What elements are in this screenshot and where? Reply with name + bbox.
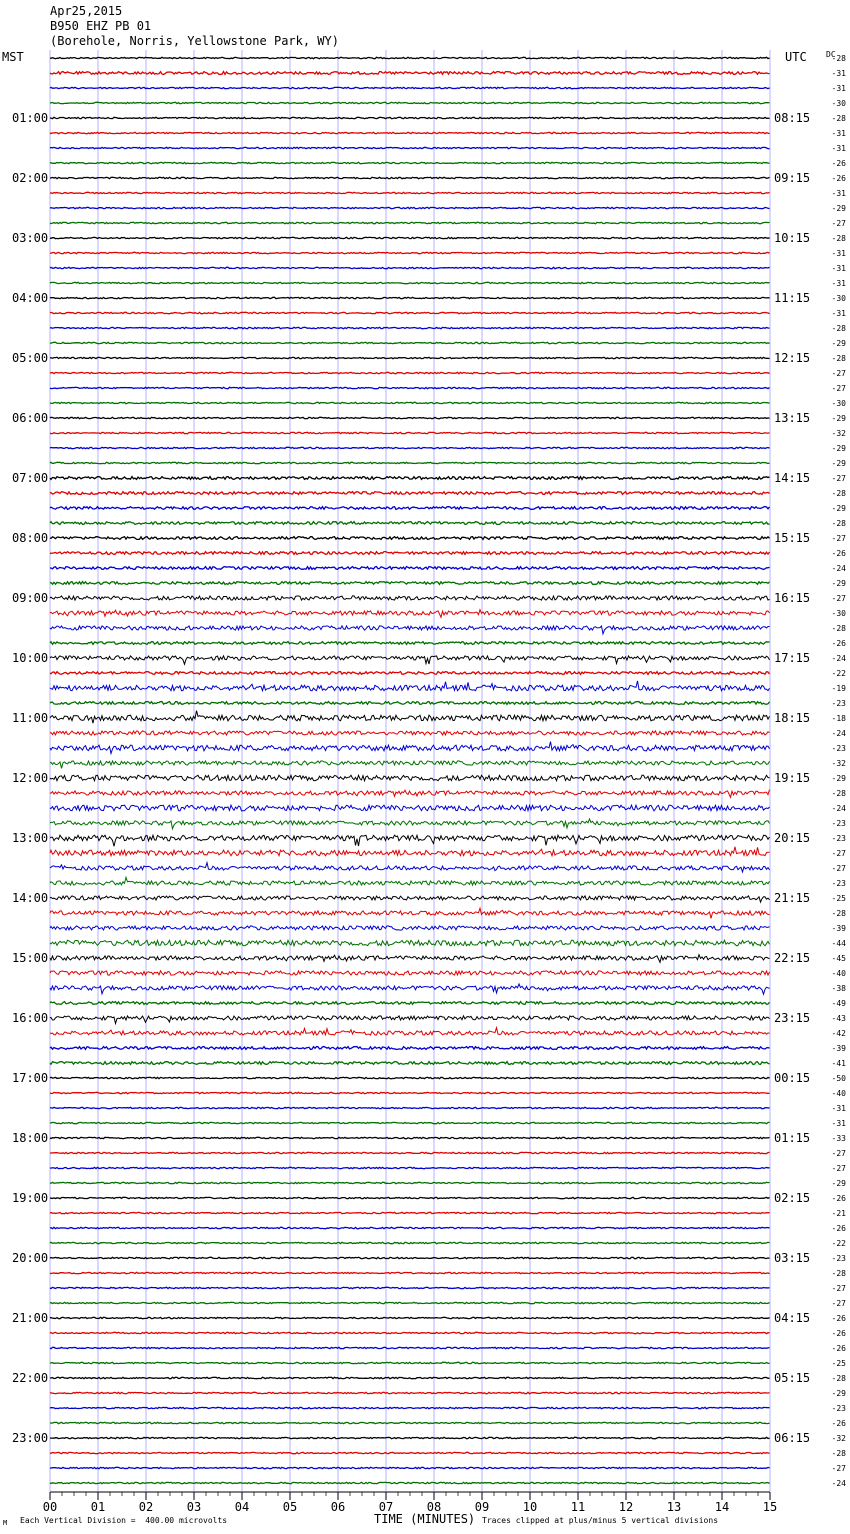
time-tick-label: 12 xyxy=(618,1500,634,1514)
time-axis xyxy=(43,1492,777,1514)
dc-offset-value: -27 xyxy=(831,1299,846,1308)
seismic-trace xyxy=(50,462,770,463)
seismic-trace xyxy=(50,761,770,769)
dc-offset-value: -29 xyxy=(831,459,846,468)
seismic-trace xyxy=(50,552,770,555)
time-tick-label: 04 xyxy=(234,1500,250,1514)
dc-offset-value: -29 xyxy=(831,339,846,348)
dc-offset-value: -28 xyxy=(831,1269,846,1278)
seismic-trace xyxy=(50,1407,770,1408)
seismic-trace xyxy=(50,372,770,373)
seismic-trace xyxy=(50,731,770,735)
station-date: Apr25,2015 xyxy=(50,4,123,18)
seismic-trace xyxy=(50,1002,770,1005)
seismic-trace xyxy=(50,57,770,58)
mst-hour-label: 01:00 xyxy=(12,111,49,125)
scale-note: Each Vertical Division = 400.00 microvolts xyxy=(20,1516,228,1525)
seismic-trace xyxy=(50,1272,770,1273)
seismic-trace xyxy=(50,312,770,313)
utc-hour-label: 18:15 xyxy=(774,711,811,725)
dc-offset-value: -27 xyxy=(831,864,846,873)
utc-hour-label: 17:15 xyxy=(774,651,811,665)
dc-offset-value: -32 xyxy=(831,759,846,768)
dc-offset-value: -49 xyxy=(831,999,846,1008)
seismic-trace xyxy=(50,1182,770,1183)
seismic-trace xyxy=(50,297,770,298)
dc-offset-value: -26 xyxy=(831,1329,846,1338)
seismic-trace xyxy=(50,1152,770,1153)
dc-offset-value: -30 xyxy=(831,99,846,108)
dc-offset-value: -28 xyxy=(831,519,846,528)
dc-offset-value: -45 xyxy=(831,954,846,963)
dc-offset-value: -39 xyxy=(831,924,846,933)
seismic-trace xyxy=(50,742,770,754)
dc-offset-value: -31 xyxy=(831,144,846,153)
dc-offset-value: -29 xyxy=(831,1179,846,1188)
mst-hour-label: 02:00 xyxy=(12,171,49,185)
dc-offset-value: -22 xyxy=(831,669,846,678)
utc-hour-label: 03:15 xyxy=(774,1251,811,1265)
seismic-trace xyxy=(50,132,770,133)
dc-offset-value: -27 xyxy=(831,1464,846,1473)
time-tick-label: 03 xyxy=(186,1500,202,1514)
seismic-trace xyxy=(50,402,770,403)
dc-offset-value: -27 xyxy=(831,219,846,228)
utc-hour-label: 08:15 xyxy=(774,111,811,125)
seismic-trace xyxy=(50,342,770,343)
seismic-trace xyxy=(50,847,770,856)
dc-offset-value: -22 xyxy=(831,1239,846,1248)
dc-offset-value: -24 xyxy=(831,564,846,573)
dc-offset-value: -38 xyxy=(831,984,846,993)
dc-offset-value: -42 xyxy=(831,1029,846,1038)
seismic-trace xyxy=(50,387,770,388)
utc-hour-label: 14:15 xyxy=(774,471,811,485)
seismic-trace xyxy=(50,252,770,253)
utc-hour-label: 13:15 xyxy=(774,411,811,425)
seismic-trace xyxy=(50,207,770,208)
mst-hour-label: 04:00 xyxy=(12,291,49,305)
mst-hour-label: 09:00 xyxy=(12,591,49,605)
dc-offset-value: -26 xyxy=(831,1419,846,1428)
dc-offset-value: -27 xyxy=(831,384,846,393)
dc-offset-value: -24 xyxy=(831,1479,846,1488)
mst-hour-label: 22:00 xyxy=(12,1371,49,1385)
dc-offset-value: -50 xyxy=(831,1074,846,1083)
seismic-trace xyxy=(50,1317,770,1318)
dc-offset-value: -23 xyxy=(831,744,846,753)
mst-hour-label: 21:00 xyxy=(12,1311,49,1325)
seismic-trace xyxy=(50,1092,770,1093)
dc-offset-value: -23 xyxy=(831,1404,846,1413)
dc-offset-value: -24 xyxy=(831,804,846,813)
dc-offset-value: -25 xyxy=(831,894,846,903)
seismic-trace xyxy=(50,1062,770,1065)
utc-hour-label: 00:15 xyxy=(774,1071,811,1085)
mst-hour-label: 11:00 xyxy=(12,711,49,725)
seismic-trace xyxy=(50,1332,770,1333)
utc-hour-label: 09:15 xyxy=(774,171,811,185)
seismic-trace xyxy=(50,1422,770,1423)
seismic-trace xyxy=(50,1302,770,1303)
seismic-trace xyxy=(50,1362,770,1363)
seismic-trace xyxy=(50,147,770,148)
mst-hour-label: 06:00 xyxy=(12,411,49,425)
dc-offset-value: -23 xyxy=(831,699,846,708)
dc-offset-value: -23 xyxy=(831,819,846,828)
dc-offset-value: -26 xyxy=(831,1224,846,1233)
seismic-trace xyxy=(50,357,770,358)
seismic-trace xyxy=(50,1257,770,1258)
dc-offset-value: -28 xyxy=(831,624,846,633)
mst-hour-label: 17:00 xyxy=(12,1071,49,1085)
mst-hour-label: 19:00 xyxy=(12,1191,49,1205)
seismic-trace xyxy=(50,1377,770,1378)
seismic-trace xyxy=(50,267,770,268)
seismic-trace xyxy=(50,1077,770,1078)
dc-offset-value: -40 xyxy=(831,969,846,978)
dc-offset-value: -29 xyxy=(831,204,846,213)
seismic-trace xyxy=(50,805,770,811)
dc-offset-value: -27 xyxy=(831,1164,846,1173)
dc-offset-value: -31 xyxy=(831,69,846,78)
dc-offset-value: -27 xyxy=(831,1149,846,1158)
seismic-trace xyxy=(50,863,770,872)
dc-offset-value: -28 xyxy=(831,324,846,333)
seismic-trace xyxy=(50,790,770,798)
dc-offset-value: -27 xyxy=(831,594,846,603)
dc-offset-value: -40 xyxy=(831,1089,846,1098)
mst-hour-label: 12:00 xyxy=(12,771,49,785)
dc-offset-value: -28 xyxy=(831,114,846,123)
seismic-trace xyxy=(50,282,770,283)
seismic-trace xyxy=(50,926,770,930)
seismic-trace xyxy=(50,1467,770,1468)
mst-hour-label: 08:00 xyxy=(12,531,49,545)
seismic-trace xyxy=(50,819,770,829)
time-tick-label: 08 xyxy=(426,1500,442,1514)
dc-offset-value: -26 xyxy=(831,639,846,648)
seismic-trace xyxy=(50,432,770,433)
seismic-trace xyxy=(50,417,770,418)
dc-offset-value: -25 xyxy=(831,1359,846,1368)
dc-offset-value: -28 xyxy=(831,234,846,243)
right-timezone-label: UTC xyxy=(785,50,807,64)
dc-offset-value: -26 xyxy=(831,1314,846,1323)
dc-offset-value: -31 xyxy=(831,1104,846,1113)
dc-offset-value: -26 xyxy=(831,1344,846,1353)
seismic-trace xyxy=(50,984,770,994)
dc-offset-value: -23 xyxy=(831,834,846,843)
utc-hour-label: 16:15 xyxy=(774,591,811,605)
seismic-trace xyxy=(50,835,770,846)
dc-offset-value: -29 xyxy=(831,1389,846,1398)
time-tick-label: 06 xyxy=(330,1500,346,1514)
minute-gridlines xyxy=(50,50,770,1491)
time-tick-label: 14 xyxy=(714,1500,730,1514)
dc-offset-value: -31 xyxy=(831,279,846,288)
seismic-trace xyxy=(50,1212,770,1213)
seismic-trace xyxy=(50,1047,770,1050)
x-axis-title: TIME (MINUTES) xyxy=(374,1512,476,1526)
utc-hour-label: 04:15 xyxy=(774,1311,811,1325)
dc-offset-value: -28 xyxy=(831,354,846,363)
seismic-trace xyxy=(50,711,770,724)
seismic-trace xyxy=(50,681,770,691)
dc-offset-value: -27 xyxy=(831,1284,846,1293)
seismic-trace xyxy=(50,177,770,178)
seismic-trace xyxy=(50,477,770,480)
time-tick-label: 00 xyxy=(42,1500,58,1514)
seismic-trace xyxy=(50,642,770,645)
dc-offset-value: -32 xyxy=(831,1434,846,1443)
utc-hour-label: 20:15 xyxy=(774,831,811,845)
dc-offset-value: -28 xyxy=(831,1374,846,1383)
mst-hour-label: 07:00 xyxy=(12,471,49,485)
time-tick-label: 13 xyxy=(666,1500,682,1514)
mst-hour-label: 13:00 xyxy=(12,831,49,845)
time-tick-label: 09 xyxy=(474,1500,490,1514)
seismic-trace xyxy=(50,117,770,118)
dc-offset-value: -29 xyxy=(831,414,846,423)
station-location: (Borehole, Norris, Yellowstone Park, WY) xyxy=(50,34,339,48)
dc-offset-value: -27 xyxy=(831,369,846,378)
time-tick-label: 07 xyxy=(378,1500,394,1514)
dc-offset-value: -30 xyxy=(831,609,846,618)
seismic-trace xyxy=(50,908,770,918)
mst-hour-label: 18:00 xyxy=(12,1131,49,1145)
seismic-trace xyxy=(50,102,770,103)
seismic-trace xyxy=(50,237,770,238)
time-tick-label: 01 xyxy=(90,1500,106,1514)
mst-hour-label: 05:00 xyxy=(12,351,49,365)
seismic-trace xyxy=(50,1167,770,1168)
mst-hour-label: 15:00 xyxy=(12,951,49,965)
seismic-trace xyxy=(50,1107,770,1108)
utc-hour-label: 01:15 xyxy=(774,1131,811,1145)
time-tick-label: 11 xyxy=(570,1500,586,1514)
utc-hour-label: 19:15 xyxy=(774,771,811,785)
dc-offset-value: -24 xyxy=(831,729,846,738)
seismic-trace xyxy=(50,1347,770,1348)
dc-offset-value: -24 xyxy=(831,654,846,663)
seismic-trace xyxy=(50,1028,770,1035)
dc-offset-value: -30 xyxy=(831,399,846,408)
seismic-trace xyxy=(50,610,770,618)
dc-offset-value: -33 xyxy=(831,1134,846,1143)
seismic-trace xyxy=(50,1452,770,1453)
seismic-trace xyxy=(50,971,770,975)
utc-hour-label: 11:15 xyxy=(774,291,811,305)
seismic-trace xyxy=(50,896,770,902)
utc-hour-label: 10:15 xyxy=(774,231,811,245)
dc-offset-value: -39 xyxy=(831,1044,846,1053)
utc-hour-label: 23:15 xyxy=(774,1011,811,1025)
dc-offset-value: -26 xyxy=(831,174,846,183)
dc-offset-value: -29 xyxy=(831,504,846,513)
utc-hour-label: 12:15 xyxy=(774,351,811,365)
dc-offset-value: -26 xyxy=(831,549,846,558)
utc-hour-label: 15:15 xyxy=(774,531,811,545)
seismic-trace xyxy=(50,1122,770,1123)
seismic-trace xyxy=(50,656,770,664)
utc-hour-labels xyxy=(774,111,810,1445)
dc-offset-value: -31 xyxy=(831,1119,846,1128)
dc-offset-value: -31 xyxy=(831,129,846,138)
seismic-trace xyxy=(50,507,770,510)
dc-offset-value: -44 xyxy=(831,939,846,948)
seismic-trace xyxy=(50,87,770,88)
dc-offset-value: -28 xyxy=(831,489,846,498)
seismic-trace xyxy=(50,222,770,223)
dc-offset-value: -28 xyxy=(831,1449,846,1458)
seismic-trace xyxy=(50,327,770,328)
utc-hour-label: 06:15 xyxy=(774,1431,811,1445)
seismic-trace xyxy=(50,537,770,540)
seismic-trace xyxy=(50,1392,770,1393)
dc-offset-header: DC xyxy=(826,50,836,59)
seismic-trace xyxy=(50,162,770,163)
utc-hour-label: 02:15 xyxy=(774,1191,811,1205)
seismic-trace xyxy=(50,940,770,946)
time-tick-label: 10 xyxy=(522,1500,538,1514)
dc-offset-value: -31 xyxy=(831,189,846,198)
dc-offset-value: -31 xyxy=(831,249,846,258)
seismic-trace xyxy=(50,72,770,75)
dc-offset-value: -23 xyxy=(831,1254,846,1263)
mst-hour-label: 20:00 xyxy=(12,1251,49,1265)
dc-offset-value: -41 xyxy=(831,1059,846,1068)
dc-offset-value: -43 xyxy=(831,1014,846,1023)
seismic-trace xyxy=(50,492,770,495)
seismic-trace xyxy=(50,626,770,634)
seismic-trace xyxy=(50,702,770,705)
station-name: B950 EHZ PB 01 xyxy=(50,19,152,33)
dc-offset-value: -27 xyxy=(831,849,846,858)
dc-offset-labels xyxy=(832,54,847,1488)
utc-hour-label: 21:15 xyxy=(774,891,811,905)
seismic-traces xyxy=(50,57,770,1483)
dc-offset-value: -28 xyxy=(831,909,846,918)
seismic-trace xyxy=(50,955,770,963)
seismic-trace xyxy=(50,1242,770,1243)
seismic-trace xyxy=(50,567,770,570)
dc-offset-value: -23 xyxy=(831,879,846,888)
mst-hour-label: 10:00 xyxy=(12,651,49,665)
corner-mark: M xyxy=(3,1519,8,1527)
seismic-trace xyxy=(50,447,770,448)
seismic-trace xyxy=(50,582,770,585)
utc-hour-label: 22:15 xyxy=(774,951,811,965)
seismic-trace xyxy=(50,1482,770,1483)
dc-offset-value: -21 xyxy=(831,1209,846,1218)
time-tick-label: 15 xyxy=(762,1500,778,1514)
dc-offset-value: -31 xyxy=(831,84,846,93)
mst-hour-label: 23:00 xyxy=(12,1431,49,1445)
seismic-trace xyxy=(50,775,770,781)
mst-hour-label: 16:00 xyxy=(12,1011,49,1025)
clip-note: Traces clipped at plus/minus 5 vertical divisions xyxy=(482,1516,719,1525)
seismic-trace xyxy=(50,672,770,675)
mst-hour-label: 14:00 xyxy=(12,891,49,905)
dc-offset-value: -31 xyxy=(831,264,846,273)
seismic-trace xyxy=(50,596,770,600)
dc-offset-value: -29 xyxy=(831,579,846,588)
seismic-trace xyxy=(50,522,770,525)
seismic-trace xyxy=(50,877,770,885)
seismic-trace xyxy=(50,1197,770,1198)
dc-offset-value: -32 xyxy=(831,429,846,438)
dc-offset-value: -27 xyxy=(831,474,846,483)
dc-offset-value: -18 xyxy=(831,714,846,723)
dc-offset-value: -29 xyxy=(831,444,846,453)
dc-offset-value: -29 xyxy=(831,774,846,783)
time-tick-label: 05 xyxy=(282,1500,298,1514)
seismic-trace xyxy=(50,1287,770,1288)
utc-hour-label: 05:15 xyxy=(774,1371,811,1385)
mst-hour-label: 03:00 xyxy=(12,231,49,245)
seismic-trace xyxy=(50,1016,770,1024)
seismic-trace xyxy=(50,1437,770,1438)
seismic-trace xyxy=(50,1137,770,1138)
dc-offset-value: -31 xyxy=(831,309,846,318)
dc-offset-value: -30 xyxy=(831,294,846,303)
dc-offset-value: -26 xyxy=(831,1194,846,1203)
dc-offset-value: -26 xyxy=(831,159,846,168)
dc-offset-value: -19 xyxy=(831,684,846,693)
dc-offset-value: -28 xyxy=(831,789,846,798)
seismic-trace xyxy=(50,192,770,193)
seismic-trace xyxy=(50,1227,770,1228)
dc-offset-value: -28 xyxy=(831,54,846,63)
left-timezone-label: MST xyxy=(2,50,24,64)
mst-hour-labels xyxy=(12,111,48,1445)
dc-offset-value: -27 xyxy=(831,534,846,543)
time-tick-label: 02 xyxy=(138,1500,154,1514)
